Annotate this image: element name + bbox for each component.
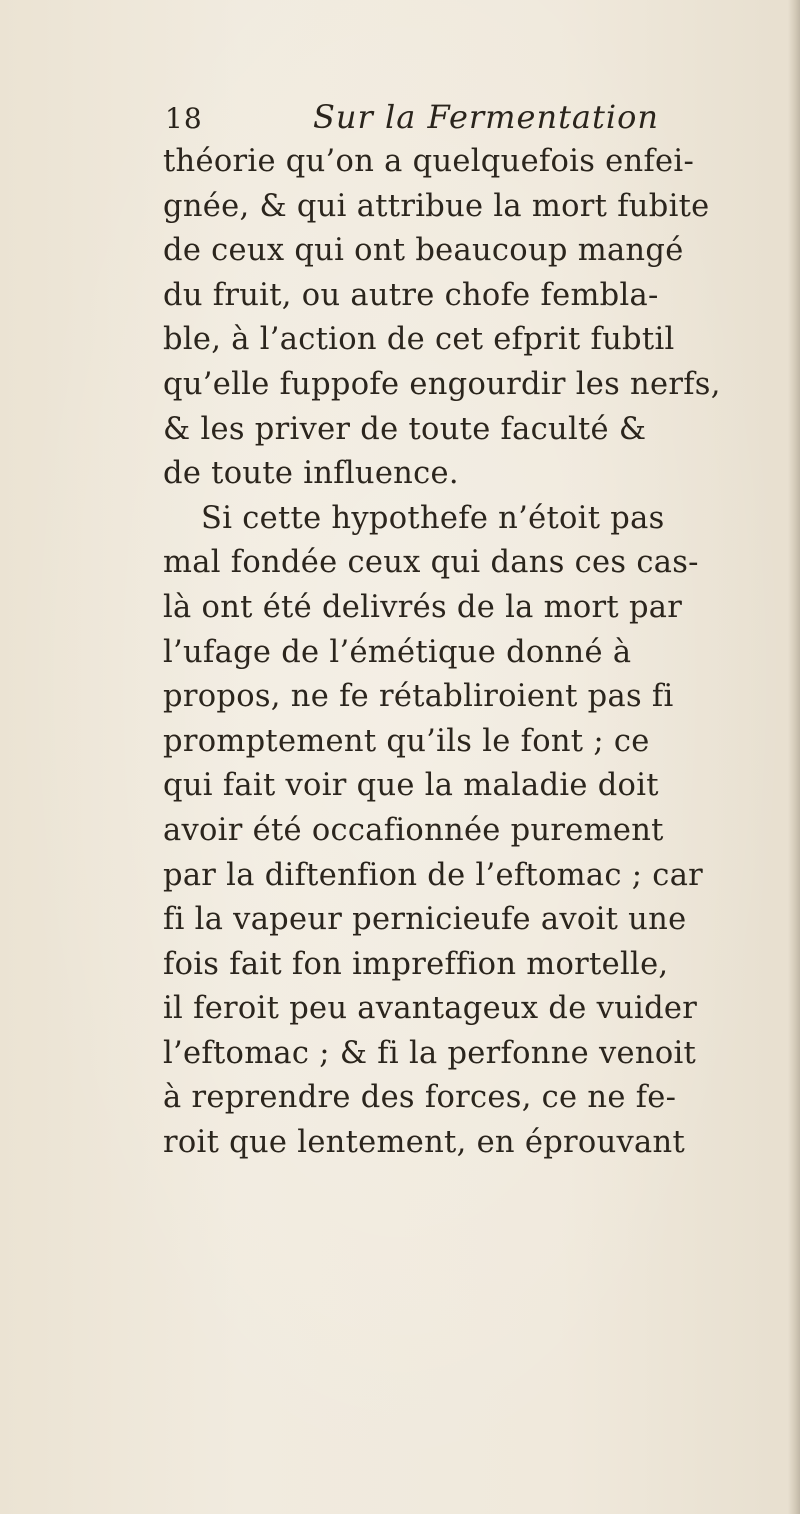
text-line: de toute influence. [163,456,459,492]
text-line: ble, à l’action de cet efprit fubtil [163,322,675,358]
text-line: gnée, & qui attribue la mort fubite [163,188,710,224]
text-line: par la diftenfion de l’eftomac ; car [163,857,704,893]
text-line: mal fondée ceux qui dans ces cas- [163,545,699,581]
text-line: du fruit, ou autre chofe fembla- [163,277,659,313]
body-text [163,140,793,1166]
text-line: fi la vapeur pernicieufe avoit une [163,902,687,938]
text-line: théorie qu’on a quelquefois enfei- [163,144,695,179]
text-line: de ceux qui ont beaucoup mangé [163,233,684,269]
text-line: & les priver de toute faculté & [163,411,647,447]
text-line: qu’elle fuppofe engourdir les nerfs, [163,366,721,402]
text-line: qui fait voir que la maladie doit [163,768,659,804]
page-number: 18 [165,102,203,135]
text-line: l’ufage de l’émétique donné à [163,634,632,670]
text-line: Si cette hypothefe n’étoit pas [201,500,665,536]
text-line: fois fait fon impreffion mortelle, [163,946,669,982]
running-title: Sur la Fermentation [313,98,659,136]
text-line: à reprendre des forces, ce ne fe- [163,1080,677,1116]
text-line: il feroit peu avantageux de vuider [163,991,698,1027]
text-line: l’eftomac ; & fi la perfonne venoit [163,1035,697,1071]
text-line: avoir été occafionnée purement [163,812,664,848]
text-line: là ont été delivrés de la mort par [163,589,683,625]
page-header [165,98,725,142]
text-line: promptement qu’ils le font ; ce [163,723,650,759]
text-line: roit que lentement, en éprouvant [163,1125,686,1161]
text-line: propos, ne fe rétabliroient pas fi [163,679,674,715]
